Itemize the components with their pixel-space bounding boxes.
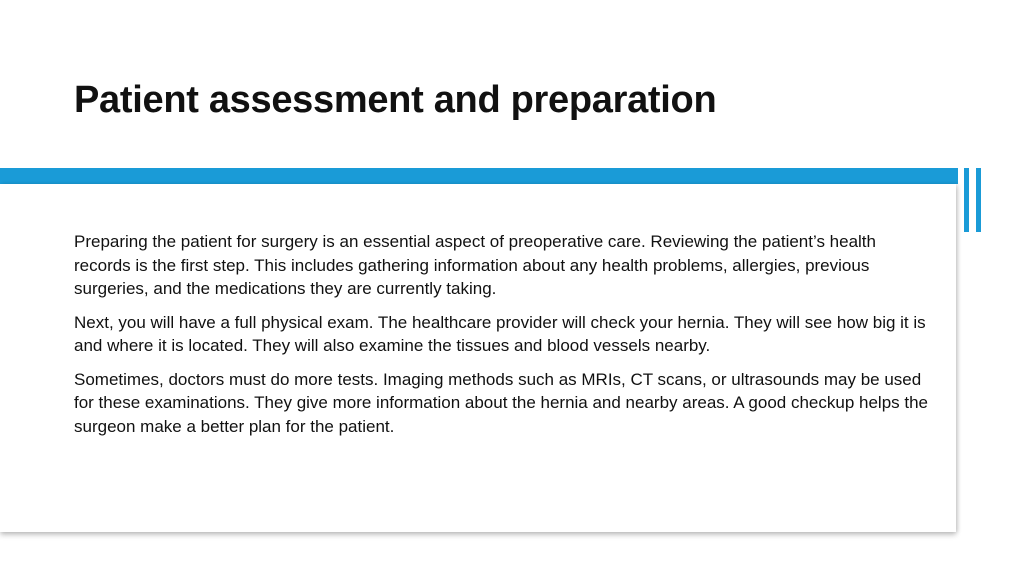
accent-side-bar-left (964, 168, 969, 232)
paragraph-3: Sometimes, doctors must do more tests. Imaging methods such as MRIs, CT scans, or ultrasounds may be used for these examinations. They give more information about the hernia and nearby areas. A good checkup helps the surgeon make a better plan for the patient. (74, 369, 929, 436)
body-text (74, 230, 930, 448)
paragraph-1: Preparing the patient for surgery is an essential aspect of preoperative care. Reviewing the patient’s health records is the first step. This includes gathering information about any health problems, allergies, previous surgeries, and the medications they are currently taking. (74, 232, 876, 298)
paragraph-2: Next, you will have a full physical exam. The healthcare provider will check your hernia. They will see how big it is and where it is located. They will also examine the tissues and blood vessels nearby. (74, 312, 926, 355)
accent-side-bar-right (976, 168, 981, 232)
slide-title: Patient assessment and preparation (74, 79, 717, 121)
accent-bar (0, 168, 958, 184)
